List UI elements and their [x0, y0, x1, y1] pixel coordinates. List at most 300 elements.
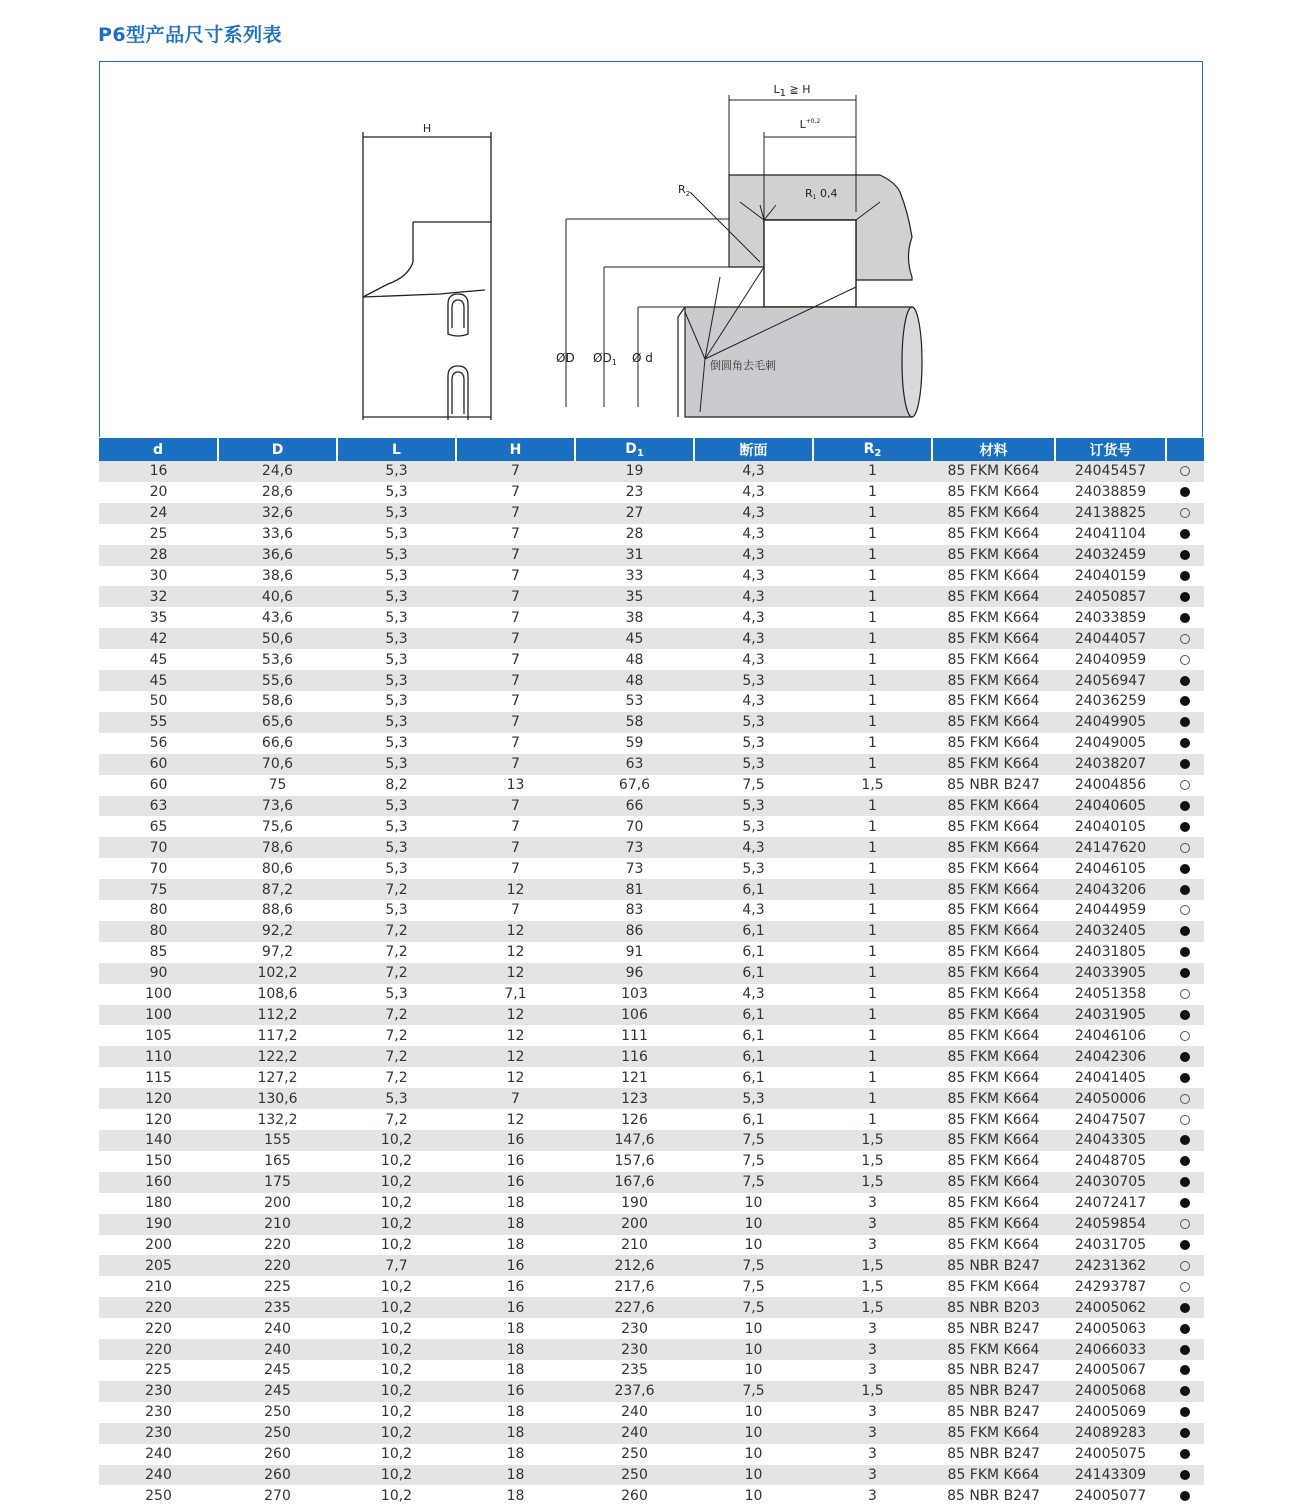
cell-R2: 1,5 — [813, 1130, 932, 1151]
cell-R2: 1 — [813, 461, 932, 482]
cell-order-no: 24046106 — [1055, 1025, 1166, 1046]
cell-order-no: 24066033 — [1055, 1339, 1166, 1360]
filled-circle-icon — [1180, 1010, 1190, 1020]
cell-H: 7 — [456, 733, 575, 754]
cell-H: 12 — [456, 1046, 575, 1067]
cell-order-no: 24042306 — [1055, 1046, 1166, 1067]
cell-L: 5,3 — [337, 482, 456, 503]
cell-section: 7,5 — [694, 1130, 813, 1151]
cell-H: 16 — [456, 1151, 575, 1172]
od1-label: $ØD_1$ — [593, 351, 617, 367]
cell-H: 7 — [456, 796, 575, 817]
cell-d: 230 — [99, 1423, 218, 1444]
cell-material: 85 FKM K664 — [932, 816, 1055, 837]
table-row — [99, 1339, 1204, 1360]
table-row — [99, 837, 1204, 858]
hollow-circle-icon — [1180, 1031, 1190, 1041]
cell-availability — [1166, 1109, 1204, 1130]
cell-availability — [1166, 712, 1204, 733]
cell-d: 240 — [99, 1465, 218, 1486]
cell-L: 7,2 — [337, 1109, 456, 1130]
table-row — [99, 649, 1204, 670]
cell-section: 4,3 — [694, 586, 813, 607]
cell-R2: 1 — [813, 942, 932, 963]
cell-material: 85 FKM K664 — [932, 900, 1055, 921]
cell-d: 70 — [99, 837, 218, 858]
cell-d: 70 — [99, 858, 218, 879]
table-row — [99, 900, 1204, 921]
filled-circle-icon — [1180, 1345, 1190, 1355]
cell-material: 85 NBR B247 — [932, 1402, 1055, 1423]
cell-D: 235 — [218, 1297, 337, 1318]
cell-d: 240 — [99, 1444, 218, 1465]
filled-circle-icon — [1180, 947, 1190, 957]
cell-section: 4,3 — [694, 607, 813, 628]
cell-availability — [1166, 1465, 1204, 1486]
cell-order-no: 24032459 — [1055, 545, 1166, 566]
filled-circle-icon — [1180, 571, 1190, 581]
cell-section: 6,1 — [694, 1005, 813, 1026]
dim-l1-label: L1 ≧ H — [773, 83, 811, 99]
cell-D: 165 — [218, 1151, 337, 1172]
cell-d: 220 — [99, 1297, 218, 1318]
cell-H: 16 — [456, 1297, 575, 1318]
cell-d: 45 — [99, 649, 218, 670]
cell-order-no: 24293787 — [1055, 1276, 1166, 1297]
cell-H: 16 — [456, 1172, 575, 1193]
cell-section: 7,5 — [694, 1381, 813, 1402]
cell-material: 85 FKM K664 — [932, 1067, 1055, 1088]
cell-d: 60 — [99, 775, 218, 796]
cell-H: 7 — [456, 837, 575, 858]
cell-D1: 212,6 — [575, 1255, 694, 1276]
cell-availability — [1166, 1402, 1204, 1423]
filled-circle-icon — [1180, 926, 1190, 936]
cell-order-no: 24005069 — [1055, 1402, 1166, 1423]
cell-section: 10 — [694, 1360, 813, 1381]
cell-D1: 81 — [575, 879, 694, 900]
cell-D1: 53 — [575, 691, 694, 712]
table-row — [99, 1130, 1204, 1151]
cell-material: 85 FKM K664 — [932, 524, 1055, 545]
cell-L: 10,2 — [337, 1444, 456, 1465]
cell-R2: 1 — [813, 691, 932, 712]
cell-section: 6,1 — [694, 1025, 813, 1046]
cell-availability — [1166, 1214, 1204, 1235]
cell-availability — [1166, 461, 1204, 482]
cell-L: 5,3 — [337, 691, 456, 712]
cell-D: 97,2 — [218, 942, 337, 963]
cell-material: 85 FKM K664 — [932, 1276, 1055, 1297]
cell-D: 75,6 — [218, 816, 337, 837]
cell-order-no: 24049905 — [1055, 712, 1166, 733]
spec-table — [99, 438, 1204, 1506]
cell-order-no: 24041405 — [1055, 1067, 1166, 1088]
cell-D: 240 — [218, 1339, 337, 1360]
cell-section: 10 — [694, 1193, 813, 1214]
cell-R2: 1,5 — [813, 1381, 932, 1402]
table-row — [99, 858, 1204, 879]
cell-d: 30 — [99, 566, 218, 587]
cell-d: 42 — [99, 628, 218, 649]
table-row — [99, 879, 1204, 900]
cell-section: 4,3 — [694, 900, 813, 921]
cell-d: 60 — [99, 754, 218, 775]
hollow-circle-icon — [1180, 1219, 1190, 1229]
cell-D: 38,6 — [218, 566, 337, 587]
filled-circle-icon — [1180, 1156, 1190, 1166]
cell-D: 112,2 — [218, 1005, 337, 1026]
cell-section: 4,3 — [694, 545, 813, 566]
cell-availability — [1166, 628, 1204, 649]
cell-D1: 31 — [575, 545, 694, 566]
filled-circle-icon — [1180, 1198, 1190, 1208]
cell-d: 100 — [99, 1005, 218, 1026]
cell-availability — [1166, 482, 1204, 503]
dim-h-label: H — [422, 122, 432, 135]
page-title: P6型产品尺寸系列表 — [98, 24, 283, 46]
table-row — [99, 1235, 1204, 1256]
table-row — [99, 733, 1204, 754]
cell-D1: 58 — [575, 712, 694, 733]
od-label: ØD — [556, 351, 575, 365]
cell-availability — [1166, 1360, 1204, 1381]
cell-H: 7 — [456, 586, 575, 607]
cell-D: 87,2 — [218, 879, 337, 900]
cell-availability — [1166, 503, 1204, 524]
cell-material: 85 NBR B247 — [932, 1360, 1055, 1381]
cell-D: 260 — [218, 1465, 337, 1486]
cell-R2: 3 — [813, 1339, 932, 1360]
cell-d: 20 — [99, 482, 218, 503]
cell-D1: 48 — [575, 670, 694, 691]
seal-profile — [363, 132, 491, 420]
cell-availability — [1166, 1423, 1204, 1444]
cell-D1: 66 — [575, 796, 694, 817]
cell-D1: 230 — [575, 1318, 694, 1339]
hollow-circle-icon — [1180, 508, 1190, 518]
cell-D1: 70 — [575, 816, 694, 837]
cell-section: 5,3 — [694, 858, 813, 879]
cell-availability — [1166, 900, 1204, 921]
cell-section: 10 — [694, 1402, 813, 1423]
cell-material: 85 FKM K664 — [932, 984, 1055, 1005]
cell-D: 80,6 — [218, 858, 337, 879]
cell-L: 7,2 — [337, 1046, 456, 1067]
cell-material: 85 FKM K664 — [932, 921, 1055, 942]
cell-order-no: 24089283 — [1055, 1423, 1166, 1444]
cell-D1: 106 — [575, 1005, 694, 1026]
table-row — [99, 1465, 1204, 1486]
table-row — [99, 1318, 1204, 1339]
cell-order-no: 24231362 — [1055, 1255, 1166, 1276]
cell-L: 10,2 — [337, 1235, 456, 1256]
cell-L: 5,3 — [337, 900, 456, 921]
cell-R2: 1 — [813, 1067, 932, 1088]
cell-order-no: 24050006 — [1055, 1088, 1166, 1109]
cell-order-no: 24030705 — [1055, 1172, 1166, 1193]
cell-order-no: 24005068 — [1055, 1381, 1166, 1402]
cell-material: 85 FKM K664 — [932, 733, 1055, 754]
cell-L: 7,2 — [337, 921, 456, 942]
cell-availability — [1166, 586, 1204, 607]
cell-section: 4,3 — [694, 837, 813, 858]
cell-H: 13 — [456, 775, 575, 796]
cell-d: 105 — [99, 1025, 218, 1046]
cell-material: 85 NBR B247 — [932, 1444, 1055, 1465]
cell-D1: 35 — [575, 586, 694, 607]
cell-section: 10 — [694, 1318, 813, 1339]
cell-availability — [1166, 837, 1204, 858]
filled-circle-icon — [1180, 738, 1190, 748]
cell-d: 205 — [99, 1255, 218, 1276]
cell-R2: 1 — [813, 754, 932, 775]
cell-order-no: 24005062 — [1055, 1297, 1166, 1318]
cell-section: 5,3 — [694, 796, 813, 817]
cell-section: 4,3 — [694, 566, 813, 587]
cell-material: 85 NBR B247 — [932, 1485, 1055, 1506]
cell-D: 117,2 — [218, 1025, 337, 1046]
cell-H: 12 — [456, 1109, 575, 1130]
cell-availability — [1166, 816, 1204, 837]
cell-order-no: 24038207 — [1055, 754, 1166, 775]
cell-R2: 1 — [813, 503, 932, 524]
cell-D: 28,6 — [218, 482, 337, 503]
cell-order-no: 24040159 — [1055, 566, 1166, 587]
cell-availability — [1166, 984, 1204, 1005]
cell-L: 10,2 — [337, 1214, 456, 1235]
cell-H: 16 — [456, 1130, 575, 1151]
cell-d: 220 — [99, 1339, 218, 1360]
table-row — [99, 921, 1204, 942]
cell-d: 55 — [99, 712, 218, 733]
cell-L: 7,2 — [337, 1067, 456, 1088]
cell-section: 6,1 — [694, 1109, 813, 1130]
cell-d: 120 — [99, 1088, 218, 1109]
cell-D1: 260 — [575, 1485, 694, 1506]
cell-d: 225 — [99, 1360, 218, 1381]
table-row — [99, 607, 1204, 628]
cell-material: 85 NBR B247 — [932, 1381, 1055, 1402]
cell-section: 6,1 — [694, 963, 813, 984]
table-row — [99, 1276, 1204, 1297]
hollow-circle-icon — [1180, 1282, 1190, 1292]
cell-availability — [1166, 963, 1204, 984]
cell-D1: 91 — [575, 942, 694, 963]
cell-order-no: 24004856 — [1055, 775, 1166, 796]
cell-order-no: 24050857 — [1055, 586, 1166, 607]
hollow-circle-icon — [1180, 634, 1190, 644]
cell-L: 5,3 — [337, 545, 456, 566]
cell-R2: 1 — [813, 649, 932, 670]
table-row — [99, 796, 1204, 817]
cell-material: 85 FKM K664 — [932, 1088, 1055, 1109]
cell-material: 85 FKM K664 — [932, 1109, 1055, 1130]
cell-L: 5,3 — [337, 712, 456, 733]
cell-L: 10,2 — [337, 1276, 456, 1297]
cell-L: 7,2 — [337, 963, 456, 984]
cell-D1: 167,6 — [575, 1172, 694, 1193]
cell-material: 85 FKM K664 — [932, 1214, 1055, 1235]
cell-order-no: 24138825 — [1055, 503, 1166, 524]
col-header-H: H — [456, 438, 575, 461]
cell-D: 36,6 — [218, 545, 337, 566]
cell-availability — [1166, 1130, 1204, 1151]
cell-d: 140 — [99, 1130, 218, 1151]
cell-D: 43,6 — [218, 607, 337, 628]
odd-label: Ø d — [632, 351, 653, 365]
cell-H: 7 — [456, 649, 575, 670]
cell-H: 7 — [456, 816, 575, 837]
cell-d: 85 — [99, 942, 218, 963]
filled-circle-icon — [1180, 1491, 1190, 1501]
filled-circle-icon — [1180, 1449, 1190, 1459]
table-row — [99, 1381, 1204, 1402]
table-row — [99, 628, 1204, 649]
cell-D1: 86 — [575, 921, 694, 942]
cell-d: 35 — [99, 607, 218, 628]
cell-H: 16 — [456, 1255, 575, 1276]
cell-L: 5,3 — [337, 816, 456, 837]
cell-L: 10,2 — [337, 1381, 456, 1402]
filled-circle-icon — [1180, 529, 1190, 539]
cell-H: 18 — [456, 1318, 575, 1339]
cell-section: 7,5 — [694, 1151, 813, 1172]
cell-H: 7 — [456, 858, 575, 879]
cell-L: 8,2 — [337, 775, 456, 796]
cell-order-no: 24040605 — [1055, 796, 1166, 817]
cell-d: 25 — [99, 524, 218, 545]
filled-circle-icon — [1180, 1407, 1190, 1417]
cell-availability — [1166, 691, 1204, 712]
cell-H: 18 — [456, 1444, 575, 1465]
cell-H: 18 — [456, 1193, 575, 1214]
cell-L: 5,3 — [337, 733, 456, 754]
filled-circle-icon — [1180, 822, 1190, 832]
cell-D: 55,6 — [218, 670, 337, 691]
cell-order-no: 24049005 — [1055, 733, 1166, 754]
table-row — [99, 482, 1204, 503]
filled-circle-icon — [1180, 801, 1190, 811]
table-row — [99, 963, 1204, 984]
cell-d: 110 — [99, 1046, 218, 1067]
cell-R2: 1 — [813, 586, 932, 607]
cell-D: 240 — [218, 1318, 337, 1339]
cell-H: 18 — [456, 1360, 575, 1381]
cell-availability — [1166, 858, 1204, 879]
hollow-circle-icon — [1180, 905, 1190, 915]
cell-D1: 235 — [575, 1360, 694, 1381]
cell-D1: 28 — [575, 524, 694, 545]
cell-H: 12 — [456, 1025, 575, 1046]
cell-d: 28 — [99, 545, 218, 566]
cell-R2: 1 — [813, 796, 932, 817]
cell-section: 5,3 — [694, 754, 813, 775]
cell-availability — [1166, 733, 1204, 754]
cell-order-no: 24059854 — [1055, 1214, 1166, 1235]
cell-L: 7,2 — [337, 879, 456, 900]
cell-H: 7 — [456, 503, 575, 524]
cell-order-no: 24047507 — [1055, 1109, 1166, 1130]
cell-order-no: 24143309 — [1055, 1465, 1166, 1486]
table-row — [99, 1485, 1204, 1506]
cell-section: 4,3 — [694, 649, 813, 670]
cell-D1: 230 — [575, 1339, 694, 1360]
cell-availability — [1166, 754, 1204, 775]
cell-order-no: 24031905 — [1055, 1005, 1166, 1026]
cell-R2: 3 — [813, 1318, 932, 1339]
cell-L: 10,2 — [337, 1297, 456, 1318]
cell-availability — [1166, 1297, 1204, 1318]
cell-H: 7 — [456, 628, 575, 649]
cell-material: 85 FKM K664 — [932, 649, 1055, 670]
cell-section: 5,3 — [694, 733, 813, 754]
cell-order-no: 24036259 — [1055, 691, 1166, 712]
cell-L: 7,2 — [337, 1005, 456, 1026]
table-row — [99, 1067, 1204, 1088]
table-row — [99, 1297, 1204, 1318]
filled-circle-icon — [1180, 1470, 1190, 1480]
cell-D1: 250 — [575, 1444, 694, 1465]
filled-circle-icon — [1180, 1135, 1190, 1145]
cell-section: 4,3 — [694, 628, 813, 649]
cell-D: 78,6 — [218, 837, 337, 858]
cell-R2: 3 — [813, 1360, 932, 1381]
cell-L: 10,2 — [337, 1465, 456, 1486]
cell-material: 85 NBR B203 — [932, 1297, 1055, 1318]
hollow-circle-icon — [1180, 843, 1190, 853]
cell-L: 10,2 — [337, 1485, 456, 1506]
hollow-circle-icon — [1180, 1261, 1190, 1271]
col-header-D1: $D_1$ — [575, 438, 694, 461]
cell-L: 10,2 — [337, 1318, 456, 1339]
cell-d: 65 — [99, 816, 218, 837]
cell-R2: 1 — [813, 566, 932, 587]
cell-availability — [1166, 1067, 1204, 1088]
table-row — [99, 775, 1204, 796]
filled-circle-icon — [1180, 550, 1190, 560]
cell-d: 180 — [99, 1193, 218, 1214]
r1-label: R1 0,4 — [805, 187, 838, 201]
cell-L: 5,3 — [337, 503, 456, 524]
cell-material: 85 FKM K664 — [932, 566, 1055, 587]
table-row — [99, 816, 1204, 837]
cell-R2: 1,5 — [813, 1297, 932, 1318]
cell-R2: 1 — [813, 816, 932, 837]
chamfer-note: 倒圆角去毛刺 — [710, 359, 776, 372]
cell-d: 75 — [99, 879, 218, 900]
cell-section: 7,5 — [694, 1276, 813, 1297]
cell-D1: 27 — [575, 503, 694, 524]
cell-D1: 73 — [575, 858, 694, 879]
cell-availability — [1166, 1046, 1204, 1067]
cell-order-no: 24051358 — [1055, 984, 1166, 1005]
cell-D1: 210 — [575, 1235, 694, 1256]
cell-availability — [1166, 942, 1204, 963]
cell-D1: 123 — [575, 1088, 694, 1109]
cell-D: 40,6 — [218, 586, 337, 607]
cell-section: 4,3 — [694, 461, 813, 482]
table-row — [99, 1423, 1204, 1444]
cell-d: 80 — [99, 900, 218, 921]
cell-L: 10,2 — [337, 1339, 456, 1360]
table-row — [99, 942, 1204, 963]
cell-D1: 48 — [575, 649, 694, 670]
cell-d: 250 — [99, 1485, 218, 1506]
cell-section: 5,3 — [694, 1088, 813, 1109]
col-header-availability — [1166, 438, 1204, 461]
cell-section: 5,3 — [694, 816, 813, 837]
